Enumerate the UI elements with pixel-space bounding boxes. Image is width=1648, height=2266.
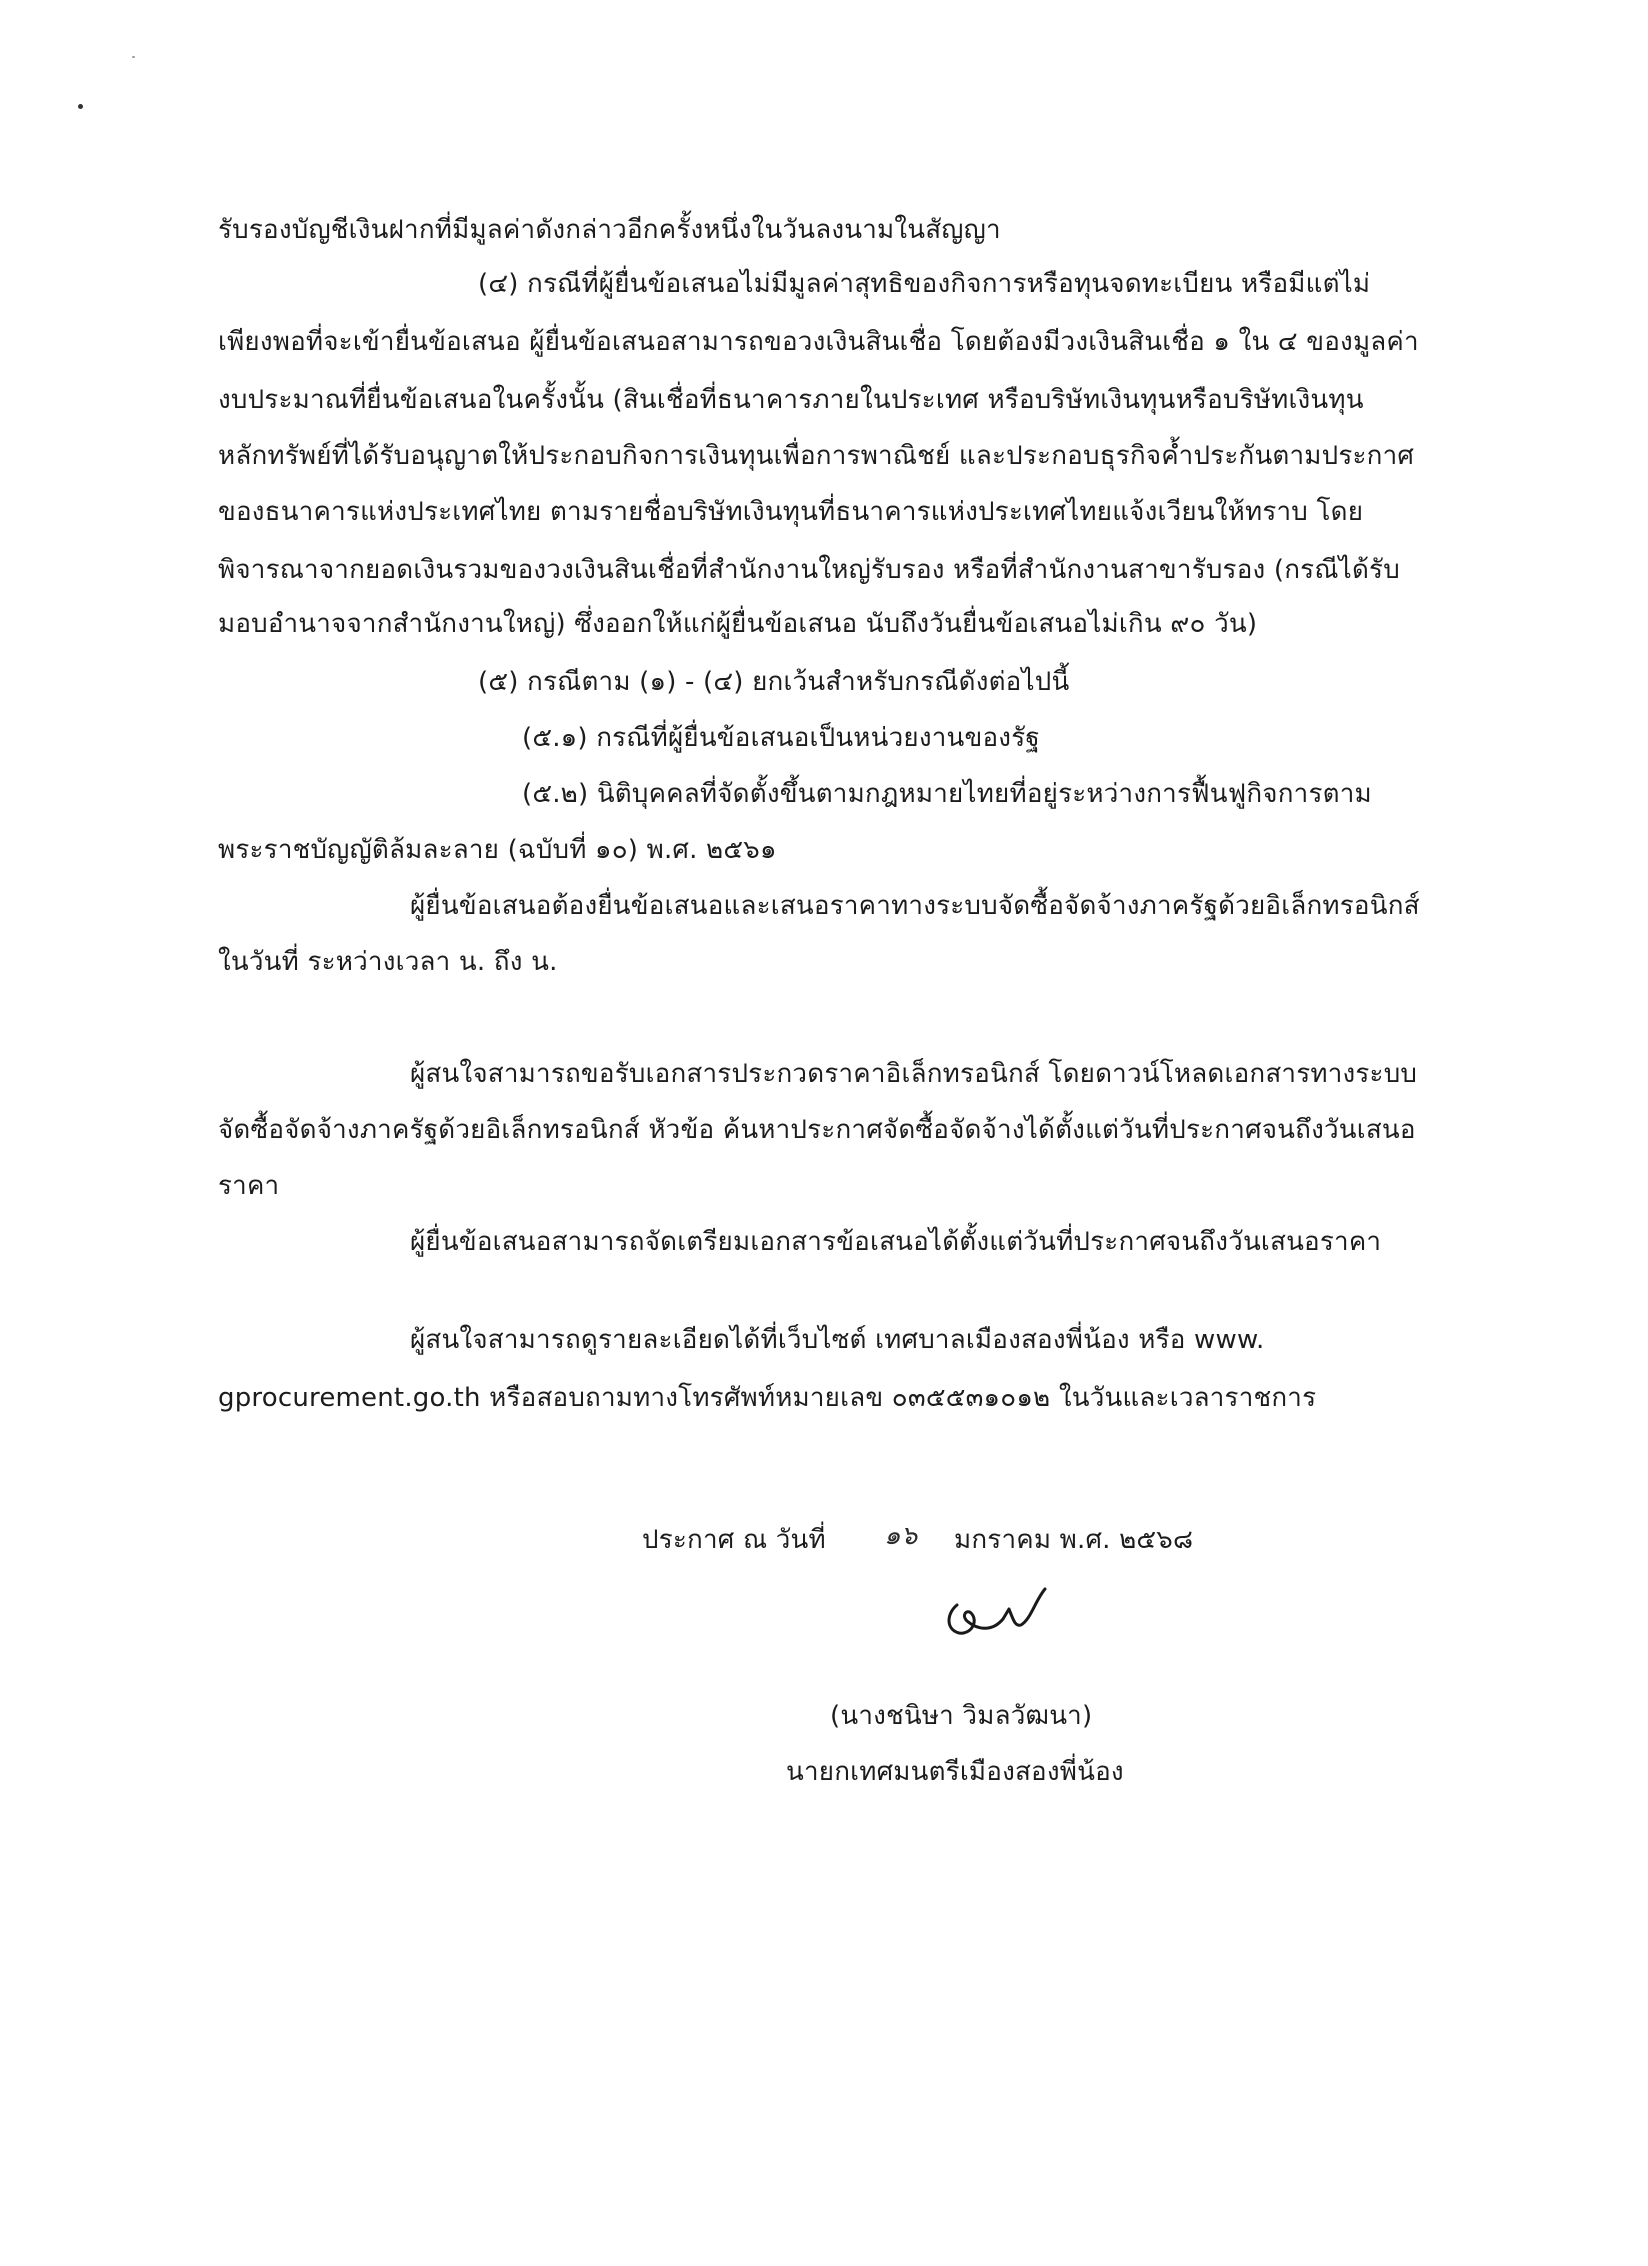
body-line-7: พิจารณาจากยอดเงินรวมของวงเงินสินเชื่อที่สำนักงานใหญ่รับรอง หรือที่สำนักงานสาขารับรอง (กรณีได้รับ: [218, 555, 1400, 585]
announcement-date-rest: มกราคม พ.ศ. ๒๕๖๘: [954, 1525, 1194, 1555]
body-line-1: รับรองบัญชีเงินฝากที่มีมูลค่าดังกล่าวอีกครั้งหนึ่งในวันลงนามในสัญญา: [218, 215, 1001, 245]
handwritten-signature: [935, 1575, 1065, 1655]
body-line-17: ราคา: [218, 1171, 280, 1201]
signatory-name: (นางชนิษา วิมลวัฒนา): [830, 1701, 1093, 1731]
body-line-6: ของธนาคารแห่งประเทศไทย ตามรายชื่อบริษัทเงินทุนที่ธนาคารแห่งประเทศไทยแจ้งเวียนให้ทราบ โดย: [218, 497, 1364, 527]
body-line-4: งบประมาณที่ยื่นข้อเสนอในครั้งนั้น (สินเชื่อที่ธนาคารภายในประเทศ หรือบริษัทเงินทุนหรือบริษัทเงินทุน: [218, 385, 1364, 415]
body-line-8: มอบอำนาจจากสำนักงานใหญ่) ซึ่งออกให้แก่ผู้ยื่นข้อเสนอ นับถึงวันยื่นข้อเสนอไม่เกิน ๙๐ วัน): [218, 609, 1258, 639]
document-download-paragraph: ผู้สนใจสามารถขอรับเอกสารประกวดราคาอิเล็กทรอนิกส์ โดยดาวน์โหลดเอกสารทางระบบ: [410, 1059, 1418, 1089]
signatory-title: นายกเทศมนตรีเมืองสองพี่น้อง: [786, 1757, 1124, 1787]
submission-paragraph: ผู้ยื่นข้อเสนอต้องยื่นข้อเสนอและเสนอราคาทางระบบจัดซื้อจัดจ้างภาครัฐด้วยอิเล็กทรอนิกส์: [410, 891, 1420, 921]
item-5-heading: (๕) กรณีตาม (๑) - (๔) ยกเว้นสำหรับกรณีดังต่อไปนี้: [478, 667, 1070, 697]
item-5-1: (๕.๑) กรณีที่ผู้ยื่นข้อเสนอเป็นหน่วยงานของรัฐ: [522, 723, 1040, 753]
announcement-date-prefix: ประกาศ ณ วันที่: [642, 1525, 826, 1555]
body-line-5: หลักทรัพย์ที่ได้รับอนุญาตให้ประกอบกิจการเงินทุนเพื่อการพาณิชย์ และประกอบธุรกิจค้ำประกันตามประกาศ: [218, 441, 1415, 471]
body-line-16: จัดซื้อจัดจ้างภาครัฐด้วยอิเล็กทรอนิกส์ หัวข้อ ค้นหาประกาศจัดซื้อจัดจ้างได้ตั้งแต่วันที่ประกาศจนถึงวันเสนอ: [218, 1115, 1416, 1145]
scan-speck: [132, 56, 135, 58]
scan-speck: [78, 104, 83, 109]
preparation-paragraph: ผู้ยื่นข้อเสนอสามารถจัดเตรียมเอกสารข้อเสนอได้ตั้งแต่วันที่ประกาศจนถึงวันเสนอราคา: [410, 1227, 1382, 1257]
item-5-2: (๕.๒) นิติบุคคลที่จัดตั้งขึ้นตามกฎหมายไทยที่อยู่ระหว่างการฟื้นฟูกิจการตาม: [522, 779, 1372, 809]
submission-time-line: ในวันที่ ระหว่างเวลา น. ถึง น.: [218, 947, 558, 977]
contact-paragraph: ผู้สนใจสามารถดูรายละเอียดได้ที่เว็บไซต์ เทศบาลเมืองสองพี่น้อง หรือ www.: [410, 1325, 1265, 1355]
item-4-heading: (๔) กรณีที่ผู้ยื่นข้อเสนอไม่มีมูลค่าสุทธิของกิจการหรือทุนจดทะเบียน หรือมีแต่ไม่: [478, 269, 1371, 299]
contact-line-2: gprocurement.go.th หรือสอบถามทางโทรศัพท์หมายเลข ๐๓๕๕๓๑๐๑๒ ในวันและเวลาราชการ: [218, 1383, 1317, 1413]
body-line-12: พระราชบัญญัติล้มละลาย (ฉบับที่ ๑๐) พ.ศ. ๒๕๖๑: [218, 835, 777, 865]
announcement-date-day-handwritten: ๑๖: [884, 1521, 918, 1551]
body-line-3: เพียงพอที่จะเข้ายื่นข้อเสนอ ผู้ยื่นข้อเสนอสามารถขอวงเงินสินเชื่อ โดยต้องมีวงเงินสินเชื่อ ๑ ใน ๔ ของมูลค่า: [218, 327, 1419, 357]
